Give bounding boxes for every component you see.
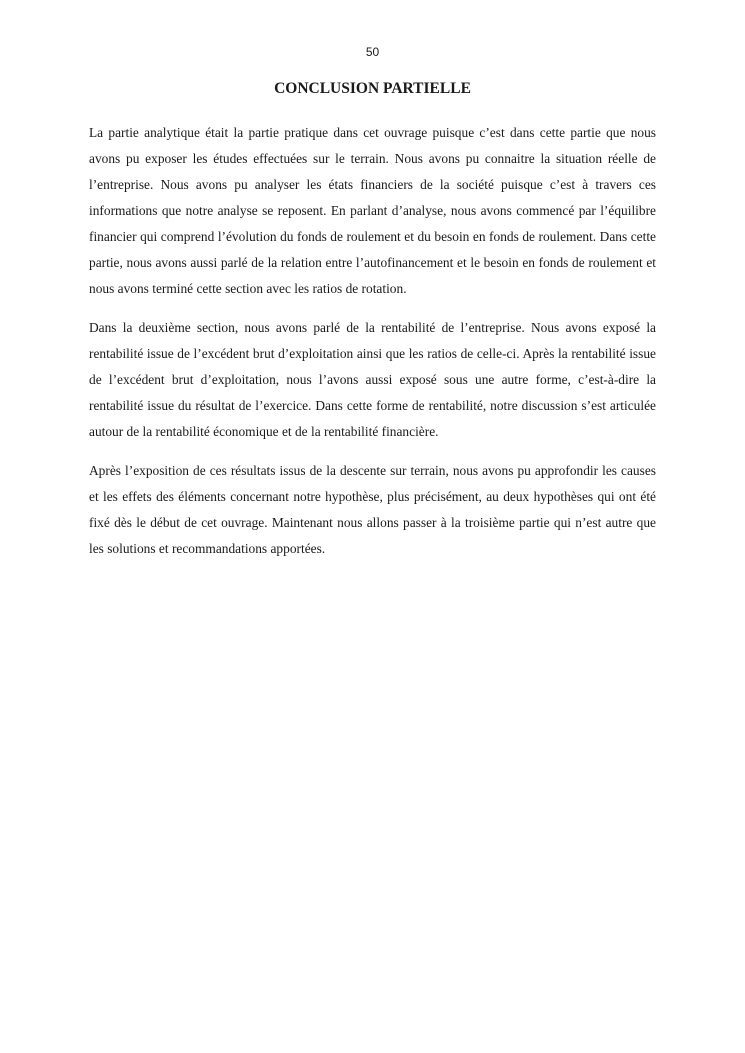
paragraph-1: La partie analytique était la partie pratique dans cet ouvrage puisque c’est dans cette partie que nous avons pu exposer les études effectuées sur le terrain. Nous avons pu connaitre la situation réelle de l’entreprise. Nous avons pu analyser les états financiers de la société puisque c’est à travers ces informations que notre analyse se reposent. En parlant d’analyse, nous avons commencé par l’équilibre financier qui comprend l’évolution du fonds de roulement et du besoin en fonds de roulement. Dans cette partie, nous avons aussi parlé de la relation entre l’autofinancement et le besoin en fonds de roulement et nous avons terminé cette section avec les ratios de rotation.: [89, 125, 656, 296]
body-text: [89, 120, 656, 575]
paragraph-3: Après l’exposition de ces résultats issus de la descente sur terrain, nous avons pu approfondir les causes et les effets des éléments concernant notre hypothèse, plus précisément, au deux hypothèses qui ont été fixé dès le début de cet ouvrage. Maintenant nous allons passer à la troisième partie qui n’est autre que les solutions et recommandations apportées.: [89, 463, 656, 556]
paragraph-2: Dans la deuxième section, nous avons parlé de la rentabilité de l’entreprise. Nous avons exposé la rentabilité issue de l’excédent brut d’exploitation ainsi que les ratios de celle-ci. Après la rentabilité issue de l’excédent brut d’exploitation, nous l’avons aussi exposé sous une autre forme, c’est-à-dire la rentabilité issue du résultat de l’exercice. Dans cette forme de rentabilité, notre discussion s’est articulée autour de la rentabilité économique et de la rentabilité financière.: [89, 320, 656, 439]
page-number: 50: [365, 45, 380, 59]
section-title: CONCLUSION PARTIELLE: [274, 80, 471, 97]
